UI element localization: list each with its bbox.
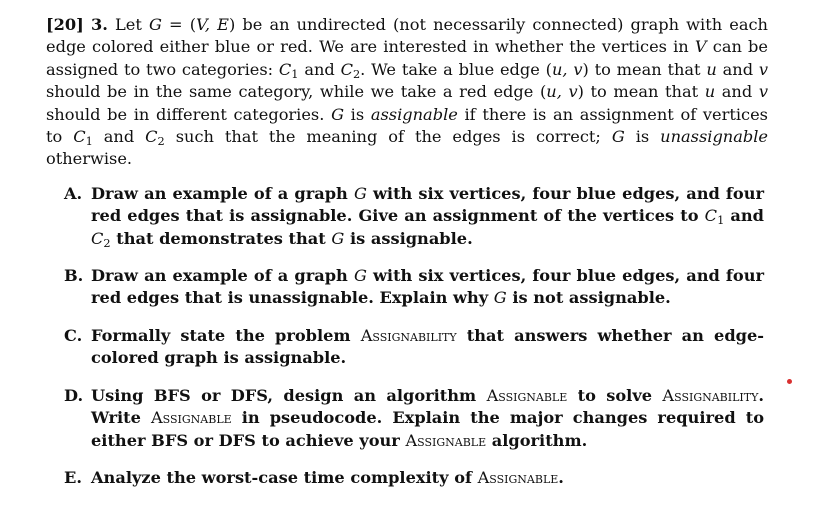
- math-u: u: [704, 82, 716, 102]
- subpart-text: Draw an example of a graph: [91, 266, 354, 286]
- intro-text: such that the meaning of the edges is correct;: [164, 127, 612, 147]
- intro-text: and: [298, 59, 341, 79]
- subpart-text: .: [558, 467, 564, 487]
- math-G: G: [331, 104, 344, 124]
- math-subscript: 2: [157, 133, 165, 148]
- intro-text: Let: [115, 15, 149, 34]
- problem-number: 3.: [90, 15, 108, 34]
- intro-text: and: [715, 82, 759, 102]
- subpart-text: in pseudocode. Explain the major changes required to either BFS or DFS to achieve your: [91, 408, 764, 450]
- subpart-text: that answers whether an edge-colored graph is assignable.: [91, 325, 764, 368]
- math-subscript: 2: [352, 66, 361, 81]
- problem-intro: [46, 14, 768, 171]
- intro-text: ) be an undirected (not necessarily connected) graph with each edge colored either blue or red. We are interested in whether the vertices in: [46, 15, 768, 57]
- intro-text: should be in different categories.: [46, 104, 332, 124]
- intro-text: is: [344, 104, 371, 124]
- subpart-label: B.: [64, 266, 84, 286]
- intro-text: should be in the same category, while we take a red edge (: [46, 82, 547, 102]
- subpart-text: that demonstrates that: [110, 228, 332, 248]
- subparts-list: [64, 183, 764, 489]
- subpart-label: D.: [64, 385, 84, 405]
- margin-marker-dot: [787, 379, 792, 384]
- math-G: G: [331, 228, 345, 248]
- emph-assignable: assignable: [370, 104, 458, 124]
- subpart-b: [64, 265, 764, 310]
- intro-text: can be assigned to two categories:: [46, 37, 768, 79]
- problem-name-assignability: Assignability: [662, 385, 759, 405]
- subpart-text: Formally state the problem: [91, 325, 361, 345]
- algorithm-name-assignable: Assignable: [477, 467, 559, 487]
- intro-text: and: [716, 59, 759, 79]
- intro-text: is: [624, 127, 661, 147]
- subpart-text: Using BFS or DFS, design an algorithm: [91, 385, 487, 405]
- math-G: G: [493, 288, 507, 308]
- subpart-text: . Write: [91, 385, 764, 428]
- math-C: C: [145, 127, 158, 147]
- intro-text: ) to mean that: [582, 59, 707, 79]
- math-subscript: 1: [85, 133, 93, 148]
- subpart-text: with six vertices, four blue edges, and four red edges that is assignable. Give an assignment of the vertices to: [91, 183, 764, 226]
- subpart-label: E.: [64, 467, 82, 487]
- subpart-text: Analyze the worst-case time complexity of: [91, 467, 478, 487]
- math-uv: u, v: [551, 59, 583, 79]
- math-v: v: [758, 82, 768, 102]
- subpart-text: and: [724, 206, 764, 226]
- intro-text: and: [92, 127, 146, 147]
- math-G: G: [148, 15, 162, 34]
- intro-text: otherwise.: [46, 149, 133, 169]
- subpart-c: [64, 325, 764, 370]
- subpart-text: Draw an example of a graph: [91, 183, 354, 203]
- math-G: G: [353, 183, 367, 203]
- emph-unassignable: unassignable: [660, 127, 769, 147]
- problem-page: [46, 14, 768, 504]
- subpart-d: [64, 385, 764, 452]
- math-V: V: [694, 37, 707, 57]
- intro-text: ) to mean that: [577, 82, 705, 102]
- problem-points: [20]: [46, 15, 84, 34]
- algorithm-name-assignable: Assignable: [150, 408, 232, 428]
- algorithm-name-assignable: Assignable: [486, 385, 568, 405]
- math-subscript: 1: [717, 213, 725, 228]
- subpart-a: [64, 183, 764, 250]
- subpart-label: C.: [64, 325, 83, 345]
- subpart-text: algorithm.: [486, 430, 588, 450]
- math-subscript: 1: [291, 66, 299, 81]
- subpart-text: is assignable.: [344, 228, 473, 248]
- subpart-text: with six vertices, four blue edges, and four red edges that is unassignable. Explain why: [91, 266, 764, 308]
- math-v: v: [758, 59, 769, 79]
- math-C: C: [704, 206, 718, 226]
- math-C: C: [278, 59, 292, 79]
- algorithm-name-assignable: Assignable: [405, 430, 487, 450]
- math-G: G: [611, 127, 625, 147]
- subpart-e: [64, 467, 764, 489]
- subpart-text: is not assignable.: [506, 288, 671, 308]
- math-subscript: 2: [103, 235, 111, 250]
- intro-text: if there is an assignment of vertices to: [46, 104, 768, 147]
- subpart-label: A.: [64, 183, 83, 203]
- math-VE: V, E: [196, 15, 229, 34]
- intro-text: . We take a blue edge (: [360, 59, 552, 79]
- math-C: C: [73, 127, 86, 147]
- intro-text: = (: [161, 15, 197, 34]
- problem-name-assignability: Assignability: [360, 325, 457, 345]
- math-G: G: [353, 266, 367, 286]
- math-C: C: [340, 59, 353, 79]
- math-C: C: [91, 228, 104, 248]
- math-uv: u, v: [546, 82, 578, 102]
- subpart-text: to solve: [567, 385, 663, 405]
- math-u: u: [706, 59, 717, 79]
